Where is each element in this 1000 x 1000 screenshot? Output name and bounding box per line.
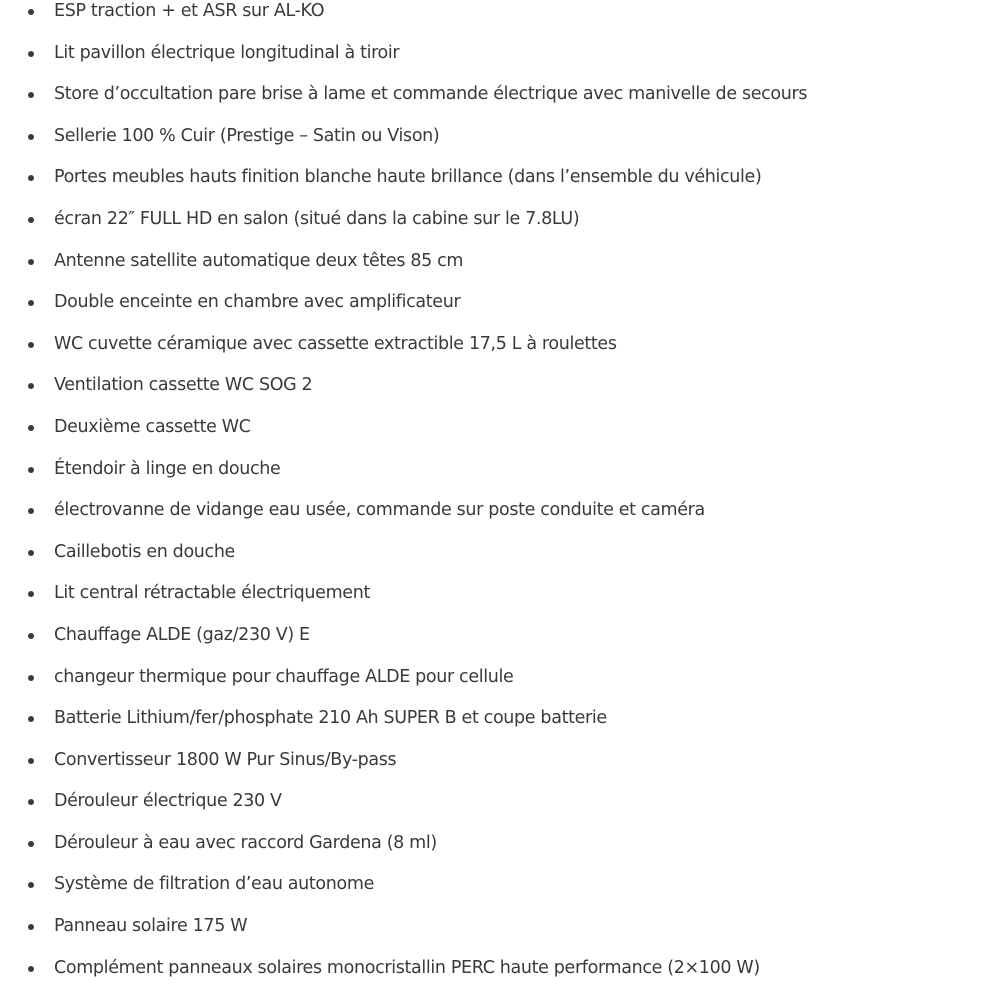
bullet-icon [28,508,34,514]
bullet-icon [28,591,34,597]
list-item [0,490,1000,532]
list-item-text: Dérouleur électrique 230 V [54,791,282,812]
bullet-icon [28,550,34,556]
list-item [0,241,1000,283]
list-item [0,74,1000,116]
bullet-icon [28,675,34,681]
list-item-text: WC cuvette céramique avec cassette extractible 17,5 L à roulettes [54,333,617,354]
list-item [0,573,1000,615]
list-item [0,0,1000,33]
list-item-text: Double enceinte en chambre avec amplificateur [54,292,461,313]
bullet-icon [28,425,34,431]
list-item [0,407,1000,449]
bullet-icon [28,9,34,15]
list-item [0,948,1000,990]
list-item [0,33,1000,75]
bullet-icon [28,175,34,181]
bullet-icon [28,467,34,473]
list-item-text: ESP traction + et ASR sur AL-KO [54,1,325,21]
bullet-icon [28,134,34,140]
list-item [0,116,1000,158]
bullet-icon [28,716,34,722]
list-item-text: Batterie Lithium/fer/phosphate 210 Ah SUPER B et coupe batterie [54,708,607,729]
bullet-icon [28,799,34,805]
list-item-text: Caillebotis en douche [54,541,235,562]
bullet-icon [28,217,34,223]
list-item [0,532,1000,574]
list-item-text: Ventilation cassette WC SOG 2 [54,375,313,396]
list-item [0,365,1000,407]
list-item [0,615,1000,657]
bullet-icon [28,758,34,764]
list-item [0,199,1000,241]
bullet-icon [28,342,34,348]
list-item-text: écran 22″ FULL HD en salon (situé dans la cabine sur le 7.8LU) [54,208,580,229]
list-item-text: Système de filtration d’eau autonome [54,874,374,895]
list-item-text: Complément panneaux solaires monocristallin PERC haute performance (2×100 W) [54,957,760,978]
list-item [0,449,1000,491]
list-item [0,740,1000,782]
bullet-icon [28,51,34,57]
bullet-icon [28,92,34,98]
bullet-icon [28,633,34,639]
list-item [0,157,1000,199]
list-item-text: Deuxième cassette WC [54,416,251,437]
list-item-text: Convertisseur 1800 W Pur Sinus/By-pass [54,749,397,770]
list-item-text: changeur thermique pour chauffage ALDE pour cellule [54,666,514,687]
bullet-icon [28,300,34,306]
list-item [0,324,1000,366]
bullet-icon [28,924,34,930]
list-item-text: Dérouleur à eau avec raccord Gardena (8 ml) [54,832,437,853]
list-item-text: Panneau solaire 175 W [54,916,248,937]
list-item-text: électrovanne de vidange eau usée, commande sur poste conduite et caméra [54,500,705,521]
list-item [0,282,1000,324]
list-item [0,698,1000,740]
list-item-text: Sellerie 100 % Cuir (Prestige – Satin ou Vison) [54,125,440,146]
list-item-text: Lit pavillon électrique longitudinal à tiroir [54,42,400,63]
list-item [0,823,1000,865]
bullet-icon [28,259,34,265]
list-item-text: Antenne satellite automatique deux têtes 85 cm [54,250,464,271]
list-item-text: Store d’occultation pare brise à lame et commande électrique avec manivelle de secours [54,84,808,105]
list-item [0,781,1000,823]
list-item [0,657,1000,699]
list-item-text: Chauffage ALDE (gaz/230 V) E [54,624,310,645]
bullet-icon [28,882,34,888]
list-item-text: Étendoir à linge en douche [54,458,281,479]
list-item [0,906,1000,948]
list-item-text: Portes meubles hauts finition blanche haute brillance (dans l’ensemble du véhicule) [54,167,762,188]
bullet-icon [28,841,34,847]
list-item [0,864,1000,906]
bullet-icon [28,383,34,389]
bullet-icon [28,966,34,972]
list-item-text: Lit central rétractable électriquement [54,583,370,604]
